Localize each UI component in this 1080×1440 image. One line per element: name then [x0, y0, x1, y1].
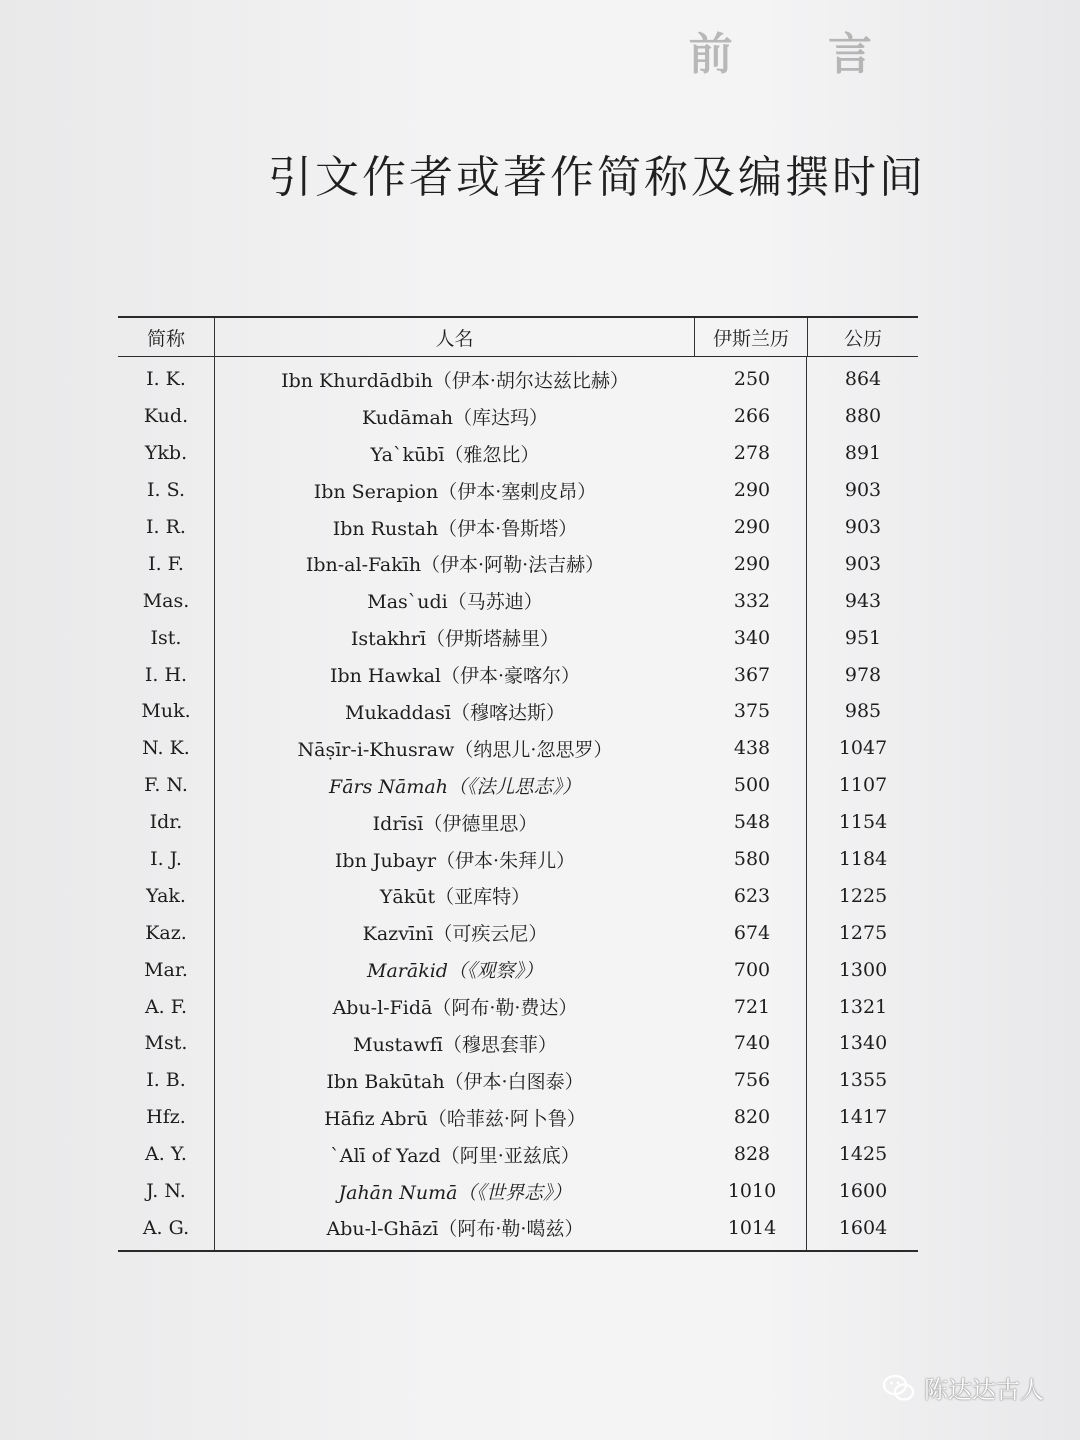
ce-year-cell: 903 — [844, 479, 882, 502]
ce-year-cell: 1355 — [838, 1069, 888, 1092]
islamic-year-cell: 290 — [733, 552, 771, 575]
abbreviation-cell: A. Y. — [145, 1143, 187, 1166]
ce-year-cell: 951 — [844, 626, 882, 649]
table-row — [118, 877, 918, 914]
abbreviation-cell: Ist. — [150, 626, 182, 649]
ce-year-cell: 985 — [844, 700, 882, 723]
table-row — [118, 619, 918, 656]
abbreviation-cell: I. F. — [148, 552, 184, 575]
abbreviation-cell: Mas. — [142, 589, 190, 612]
islamic-year-cell: 266 — [733, 405, 771, 428]
watermark-text: 陈达达古人 — [924, 1376, 1044, 1404]
header-abbr: 简称 — [118, 318, 215, 356]
islamic-year-cell: 375 — [733, 700, 771, 723]
name-cell: Mas`udi（马苏迪） — [367, 591, 543, 614]
abbreviation-cell: I. J. — [150, 848, 182, 871]
islamic-year-cell: 367 — [733, 663, 771, 686]
islamic-year-cell: 623 — [733, 884, 771, 907]
ce-year-cell: 864 — [844, 368, 882, 391]
table-row — [118, 1099, 918, 1136]
ce-year-cell: 1321 — [838, 995, 888, 1018]
name-cell: Ibn Jubayr（伊本·朱拜儿） — [334, 849, 576, 872]
islamic-year-cell: 721 — [733, 995, 771, 1018]
abbreviation-cell: F. N. — [144, 774, 188, 797]
name-cell: Ibn Khurdādbih（伊本·胡尔达兹比赫） — [281, 369, 629, 392]
table-row — [118, 1173, 918, 1210]
abbreviation-cell: I. H. — [144, 663, 188, 686]
abbreviation-cell: N. K. — [142, 737, 190, 760]
name-cell: Ibn Bakūtah（伊本·白图泰） — [326, 1070, 584, 1093]
ce-year-cell: 978 — [844, 663, 882, 686]
abbreviation-cell: I. K. — [146, 368, 186, 391]
table-row — [118, 472, 918, 509]
table-row — [118, 582, 918, 619]
ce-year-cell: 1604 — [838, 1216, 888, 1239]
table-row — [118, 988, 918, 1025]
ce-year-cell: 1425 — [838, 1143, 888, 1166]
ce-year-cell: 1417 — [838, 1106, 888, 1129]
abbreviation-cell: A. F. — [144, 995, 188, 1018]
name-cell: Ya`kūbī（雅忽比） — [370, 443, 540, 466]
name-cell: Abu-l-Fidā（阿布·勒·费达） — [332, 997, 578, 1020]
abbreviation-cell: Idr. — [149, 811, 183, 834]
running-head: 前 言 — [688, 29, 912, 80]
islamic-year-cell: 548 — [733, 811, 771, 834]
islamic-year-cell: 740 — [733, 1032, 771, 1055]
table-row — [118, 361, 918, 398]
table-row — [118, 398, 918, 435]
name-cell: Jahān Numā（《世界志》） — [338, 1181, 572, 1204]
table-row — [118, 1209, 918, 1246]
islamic-year-cell: 278 — [733, 442, 771, 465]
wechat-icon — [882, 1373, 916, 1403]
name-cell: Ibn-al-Fakīh（伊本·阿勒·法吉赫） — [305, 554, 605, 577]
abbreviation-cell: I. B. — [146, 1069, 186, 1092]
name-cell: Kudāmah（库达玛） — [361, 406, 549, 429]
islamic-year-cell: 700 — [733, 958, 771, 981]
name-cell: Marākid（《观察》） — [367, 960, 543, 983]
table-row — [118, 730, 918, 767]
islamic-year-cell: 500 — [733, 774, 771, 797]
name-cell: Nāṣīr-i-Khusraw（纳思儿·忽思罗） — [297, 738, 613, 761]
ce-year-cell: 1225 — [838, 884, 888, 907]
islamic-year-cell: 332 — [733, 589, 771, 612]
table-row — [118, 951, 918, 988]
name-cell: Ibn Rustah（伊本·鲁斯塔） — [332, 517, 578, 540]
header-name: 人名 — [435, 327, 474, 350]
page-title: 引文作者或著作简称及编撰时间 — [268, 152, 926, 204]
name-cell: Mustawfī（穆思套菲） — [353, 1033, 557, 1056]
islamic-year-cell: 290 — [733, 516, 771, 538]
table-row — [118, 656, 918, 693]
table-header-row — [118, 318, 918, 357]
abbreviation-cell: Muk. — [141, 700, 191, 723]
name-cell: Fārs Nāmah（《法儿思志》） — [329, 775, 581, 798]
islamic-year-cell: 674 — [733, 921, 771, 944]
abbreviation-cell: Hfz. — [146, 1106, 186, 1129]
column-rule — [806, 356, 807, 1250]
islamic-year-cell: 1014 — [727, 1216, 777, 1239]
abbreviation-cell: I. S. — [147, 479, 185, 502]
name-cell: Hāfiz Abrū（哈菲兹·阿卜鲁） — [324, 1107, 586, 1130]
name-cell: Istakhrī（伊斯塔赫里） — [350, 628, 560, 651]
table-row — [118, 804, 918, 841]
abbreviation-cell: Kaz. — [145, 921, 187, 944]
islamic-year-cell: 820 — [733, 1106, 771, 1129]
ce-year-cell: 1184 — [838, 848, 888, 871]
ce-year-cell: 880 — [844, 405, 882, 428]
table-body — [118, 357, 918, 1250]
abbreviation-cell: J. N. — [146, 1180, 186, 1203]
islamic-year-cell: 290 — [733, 479, 771, 502]
abbreviation-cell: Mst. — [144, 1032, 188, 1055]
abbreviation-cell: A. G. — [142, 1216, 190, 1239]
ce-year-cell: 1340 — [838, 1032, 888, 1055]
table-row — [118, 1136, 918, 1173]
abbreviation-cell: Mar. — [144, 958, 188, 981]
islamic-year-cell: 1010 — [727, 1180, 777, 1203]
table-row — [118, 693, 918, 730]
name-cell: Idrīsī（伊德里思） — [372, 812, 538, 835]
islamic-year-cell: 580 — [733, 848, 771, 871]
ce-year-cell: 1047 — [838, 737, 888, 760]
name-cell: Abu-l-Ghāzī（阿布·勒·噶兹） — [326, 1218, 584, 1241]
islamic-year-cell: 828 — [733, 1143, 771, 1166]
header-ce-year: 公历 — [843, 327, 882, 350]
name-cell: Ibn Serapion（伊本·塞剌皮昂） — [313, 480, 597, 503]
islamic-year-cell: 756 — [733, 1069, 771, 1092]
name-cell: Kazvīnī（可疾云尼） — [362, 923, 548, 946]
ce-year-cell: 903 — [844, 516, 882, 538]
name-cell: Yākūt（亚库特） — [379, 886, 531, 909]
table-row — [118, 1025, 918, 1062]
table-row — [118, 1062, 918, 1099]
ce-year-cell: 891 — [844, 442, 882, 465]
abbreviation-cell: I. R. — [146, 516, 186, 538]
table-row — [118, 435, 918, 472]
name-cell: Mukaddasī（穆喀达斯） — [344, 701, 565, 724]
ce-year-cell: 1107 — [838, 774, 888, 797]
column-rule — [214, 356, 215, 1250]
name-cell: `Alī of Yazd（阿里·亚兹底） — [330, 1144, 580, 1167]
islamic-year-cell: 438 — [733, 737, 771, 760]
table-row — [118, 545, 918, 582]
header-islamic-year: 伊斯兰历 — [694, 318, 808, 356]
name-cell: Ibn Hawkal（伊本·豪喀尔） — [329, 665, 581, 688]
ce-year-cell: 1300 — [838, 958, 888, 981]
watermark — [882, 1370, 1044, 1405]
islamic-year-cell: 250 — [733, 368, 771, 391]
ce-year-cell: 1600 — [838, 1180, 888, 1203]
ce-year-cell: 943 — [844, 589, 882, 612]
abbreviation-table — [118, 316, 918, 1252]
table-row — [118, 914, 918, 951]
table-row — [118, 767, 918, 804]
ce-year-cell: 1154 — [838, 811, 888, 834]
ce-year-cell: 903 — [844, 552, 882, 575]
ce-year-cell: 1275 — [838, 921, 888, 944]
table-row — [118, 841, 918, 878]
abbreviation-cell: Yak. — [146, 884, 186, 907]
islamic-year-cell: 340 — [733, 626, 771, 649]
abbreviation-cell: Kud. — [143, 405, 189, 428]
table-row — [118, 509, 918, 546]
abbreviation-cell: Ykb. — [144, 442, 188, 465]
